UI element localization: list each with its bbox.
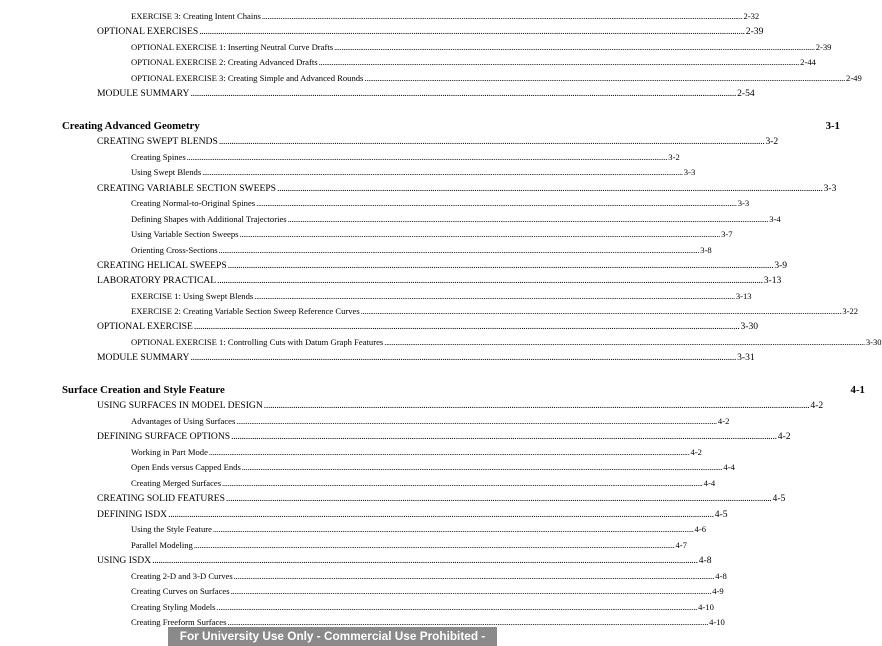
dot-leader: ....................................................................................................................................................................................................................................................................	[190, 352, 737, 363]
toc-entry[interactable]	[131, 617, 725, 627]
toc-entry-title: DEFINING SURFACE OPTIONS	[97, 431, 231, 442]
toc-entry-page-number: 4-6	[694, 524, 706, 534]
toc-entry[interactable]	[131, 198, 750, 208]
toc-entry-title: Using the Style Feature	[131, 524, 212, 534]
toc-entry-page-number: 4-9	[712, 586, 724, 596]
toc-entry[interactable]	[131, 152, 680, 162]
toc-entry[interactable]	[97, 509, 728, 520]
toc-entry-title: EXERCISE 3: Creating Intent Chains	[131, 11, 261, 21]
toc-entry-title: Parallel Modeling	[131, 540, 193, 550]
dot-leader: ....................................................................................................................................................................................................................................................................	[152, 555, 698, 566]
toc-entry-title: OPTIONAL EXERCISE 2: Creating Advanced Drafts	[131, 57, 318, 67]
dot-leader: ....................................................................................................................................................................................................................................................................	[231, 431, 777, 442]
toc-entry-page-number: 4-5	[714, 509, 728, 520]
toc-entry-page-number: 4-2	[690, 447, 702, 457]
toc-entry-page-number: 2-39	[815, 42, 832, 52]
toc-entry-page-number: 4-10	[698, 602, 714, 612]
toc-entry[interactable]	[97, 26, 764, 37]
toc-entry-page-number: 3-7	[721, 229, 733, 239]
toc-chapter-entry[interactable]	[62, 384, 865, 396]
toc-entry-title: OPTIONAL EXERCISES	[97, 26, 199, 37]
dot-leader: ....................................................................................................................................................................................................................................................................	[193, 540, 675, 550]
dot-leader: ....................................................................................................................................................................................................................................................................	[334, 42, 815, 52]
toc-entry-page-number: 4-2	[717, 416, 730, 426]
toc-entry[interactable]	[131, 73, 862, 83]
toc-entry-page-number: 4-2	[810, 400, 824, 411]
dot-leader: ....................................................................................................................................................................................................................................................................	[227, 617, 709, 627]
toc-entry-page-number: 4-4	[703, 478, 716, 488]
toc-entry-page-number: 4-2	[777, 431, 791, 442]
toc-entry[interactable]	[131, 447, 702, 457]
dot-leader: ....................................................................................................................................................................................................................................................................	[241, 462, 723, 472]
toc-entry[interactable]	[131, 291, 752, 301]
dot-leader: ....................................................................................................................................................................................................................................................................	[318, 57, 800, 67]
dot-leader: ....................................................................................................................................................................................................................................................................	[186, 152, 668, 162]
toc-entry[interactable]	[97, 275, 782, 286]
toc-entry-title: Using Variable Section Sweeps	[131, 229, 239, 239]
toc-entry-title: Creating Merged Surfaces	[131, 478, 222, 488]
dot-leader: ....................................................................................................................................................................................................................................................................	[218, 245, 700, 255]
toc-entry[interactable]	[131, 11, 760, 21]
toc-entry-title: EXERCISE 1: Using Swept Blends	[131, 291, 254, 301]
toc-entry-page-number: 3-8	[700, 245, 712, 255]
toc-entry[interactable]	[131, 167, 696, 177]
toc-entry-title: Orienting Cross-Sections	[131, 245, 218, 255]
toc-entry-page-number: 4-7	[675, 540, 687, 550]
dot-leader: ....................................................................................................................................................................................................................................................................	[168, 509, 714, 520]
toc-entry-page-number: 3-9	[774, 260, 788, 271]
toc-entry-title: Creating Styling Models	[131, 602, 216, 612]
toc-entry[interactable]	[131, 416, 730, 426]
toc-entry[interactable]	[97, 555, 712, 566]
watermark-banner: For University Use Only - Commercial Use Prohibited -	[168, 627, 497, 646]
toc-entry-page-number: 4-8	[698, 555, 712, 566]
toc-entry[interactable]	[131, 602, 714, 612]
dot-leader: ....................................................................................................................................................................................................................................................................	[254, 291, 735, 301]
dot-leader: ....................................................................................................................................................................................................................................................................	[261, 11, 743, 21]
dot-leader: ....................................................................................................................................................................................................................................................................	[193, 321, 740, 332]
toc-entry-title: Advantages of Using Surfaces	[131, 416, 236, 426]
toc-entry-page-number: 3-31	[737, 352, 755, 363]
dot-leader: ....................................................................................................................................................................................................................................................................	[202, 167, 683, 177]
toc-entry-title: Surface Creation and Style Feature	[62, 384, 225, 396]
dot-leader: ....................................................................................................................................................................................................................................................................	[222, 478, 703, 488]
toc-entry[interactable]	[97, 88, 755, 99]
toc-entry[interactable]	[97, 431, 791, 442]
toc-entry-title: LABORATORY PRACTICAL	[97, 275, 217, 286]
toc-entry[interactable]	[131, 462, 735, 472]
toc-entry[interactable]	[131, 524, 706, 534]
dot-leader: ....................................................................................................................................................................................................................................................................	[360, 306, 842, 316]
toc-entry[interactable]	[131, 42, 832, 52]
toc-entry-page-number: 4-1	[850, 384, 865, 396]
toc-entry[interactable]	[97, 400, 824, 411]
toc-entry-title: OPTIONAL EXERCISE 1: Controlling Cuts with Datum Graph Features	[131, 337, 384, 347]
toc-entry-title: CREATING SOLID FEATURES	[97, 493, 225, 504]
toc-entry-page-number: 3-13	[735, 291, 752, 301]
toc-entry[interactable]	[131, 214, 781, 224]
toc-entry-title: USING SURFACES IN MODEL DESIGN	[97, 400, 263, 411]
toc-entry-page-number: 3-4	[769, 214, 781, 224]
toc-entry-page-number: 4-5	[772, 493, 786, 504]
toc-entry[interactable]	[97, 352, 755, 363]
dot-leader: ....................................................................................................................................................................................................................................................................	[287, 214, 769, 224]
toc-entry-title: MODULE SUMMARY	[97, 88, 190, 99]
toc-entry-page-number: 3-13	[763, 275, 782, 286]
toc-chapter-entry[interactable]	[62, 120, 840, 132]
toc-entry-page-number: 2-39	[745, 26, 764, 37]
dot-leader: ....................................................................................................................................................................................................................................................................	[227, 260, 774, 271]
toc-entry-page-number: 3-3	[683, 167, 696, 177]
toc-entry-title: Working in Part Mode	[131, 447, 208, 457]
dot-leader: ....................................................................................................................................................................................................................................................................	[216, 602, 698, 612]
toc-entry[interactable]	[97, 321, 759, 332]
toc-entry-page-number: 3-22	[842, 306, 859, 316]
toc-entry-page-number: 3-30	[865, 337, 882, 347]
toc-entry-title: CREATING SWEPT BLENDS	[97, 136, 218, 147]
toc-entry-page-number: 2-49	[846, 73, 862, 83]
toc-entry-page-number: 4-10	[709, 617, 725, 627]
toc-entry-page-number: 4-8	[715, 571, 727, 581]
toc-entry-page-number: 3-30	[740, 321, 759, 332]
toc-entry-page-number: 3-3	[737, 198, 750, 208]
toc-entry-page-number: 3-2	[668, 152, 680, 162]
toc-entry-page-number: 4-4	[723, 462, 735, 472]
dot-leader: ....................................................................................................................................................................................................................................................................	[217, 275, 763, 286]
dot-leader: ....................................................................................................................................................................................................................................................................	[364, 73, 846, 83]
dot-leader: ....................................................................................................................................................................................................................................................................	[218, 136, 765, 147]
dot-leader: ....................................................................................................................................................................................................................................................................	[208, 447, 690, 457]
toc-entry-page-number: 2-44	[800, 57, 816, 67]
dot-leader: ....................................................................................................................................................................................................................................................................	[236, 416, 717, 426]
dot-leader: ....................................................................................................................................................................................................................................................................	[230, 586, 712, 596]
toc-entry-title: OPTIONAL EXERCISE 3: Creating Simple and Advanced Rounds	[131, 73, 364, 83]
toc-entry-page-number: 2-32	[743, 11, 760, 21]
toc-entry-title: CREATING HELICAL SWEEPS	[97, 260, 227, 271]
toc-entry-title: Using Swept Blends	[131, 167, 202, 177]
toc-entry-page-number: 3-2	[765, 136, 779, 147]
toc-entry[interactable]	[131, 586, 724, 596]
toc-entry[interactable]	[131, 540, 687, 550]
toc-entry[interactable]	[97, 183, 837, 194]
dot-leader: ....................................................................................................................................................................................................................................................................	[190, 88, 737, 99]
toc-entry-title: Creating 2-D and 3-D Curves	[131, 571, 233, 581]
dot-leader: ....................................................................................................................................................................................................................................................................	[233, 571, 715, 581]
dot-leader: ....................................................................................................................................................................................................................................................................	[263, 400, 810, 411]
toc-entry-title: OPTIONAL EXERCISE	[97, 321, 193, 332]
dot-leader: ....................................................................................................................................................................................................................................................................	[384, 337, 865, 347]
toc-entry-title: Creating Curves on Surfaces	[131, 586, 230, 596]
toc-entry-title: Defining Shapes with Additional Trajectories	[131, 214, 287, 224]
toc-entry-title: Open Ends versus Capped Ends	[131, 462, 241, 472]
dot-leader: ....................................................................................................................................................................................................................................................................	[225, 493, 772, 504]
toc-entry-title: Creating Spines	[131, 152, 186, 162]
toc-entry-page-number: 3-1	[825, 120, 840, 132]
toc-entry-title: CREATING VARIABLE SECTION SWEEPS	[97, 183, 277, 194]
toc-entry-title: Creating Advanced Geometry	[62, 120, 200, 132]
toc-entry[interactable]	[131, 229, 733, 239]
toc-entry-page-number: 2-54	[737, 88, 755, 99]
toc-entry[interactable]	[131, 337, 882, 347]
toc-entry-title: MODULE SUMMARY	[97, 352, 190, 363]
dot-leader: ....................................................................................................................................................................................................................................................................	[199, 26, 745, 37]
toc-entry-title: OPTIONAL EXERCISE 1: Inserting Neutral Curve Drafts	[131, 42, 334, 52]
dot-leader: ....................................................................................................................................................................................................................................................................	[277, 183, 823, 194]
toc-entry-page-number: 3-3	[823, 183, 837, 194]
toc-entry-title: USING ISDX	[97, 555, 152, 566]
toc-entry[interactable]	[131, 245, 712, 255]
toc-entry[interactable]	[97, 260, 788, 271]
toc-entry-title: Creating Freeform Surfaces	[131, 617, 227, 627]
toc-entry[interactable]	[131, 478, 716, 488]
dot-leader: ....................................................................................................................................................................................................................................................................	[212, 524, 694, 534]
toc-entry-title: DEFINING ISDX	[97, 509, 168, 520]
dot-leader: ....................................................................................................................................................................................................................................................................	[256, 198, 737, 208]
toc-entry[interactable]	[97, 136, 779, 147]
dot-leader: ....................................................................................................................................................................................................................................................................	[239, 229, 721, 239]
toc-entry[interactable]	[131, 306, 859, 316]
toc-entry-title: EXERCISE 2: Creating Variable Section Sweep Reference Curves	[131, 306, 360, 316]
toc-entry[interactable]	[131, 57, 816, 67]
toc-entry[interactable]	[131, 571, 727, 581]
toc-entry[interactable]	[97, 493, 786, 504]
toc-entry-title: Creating Normal-to-Original Spines	[131, 198, 256, 208]
